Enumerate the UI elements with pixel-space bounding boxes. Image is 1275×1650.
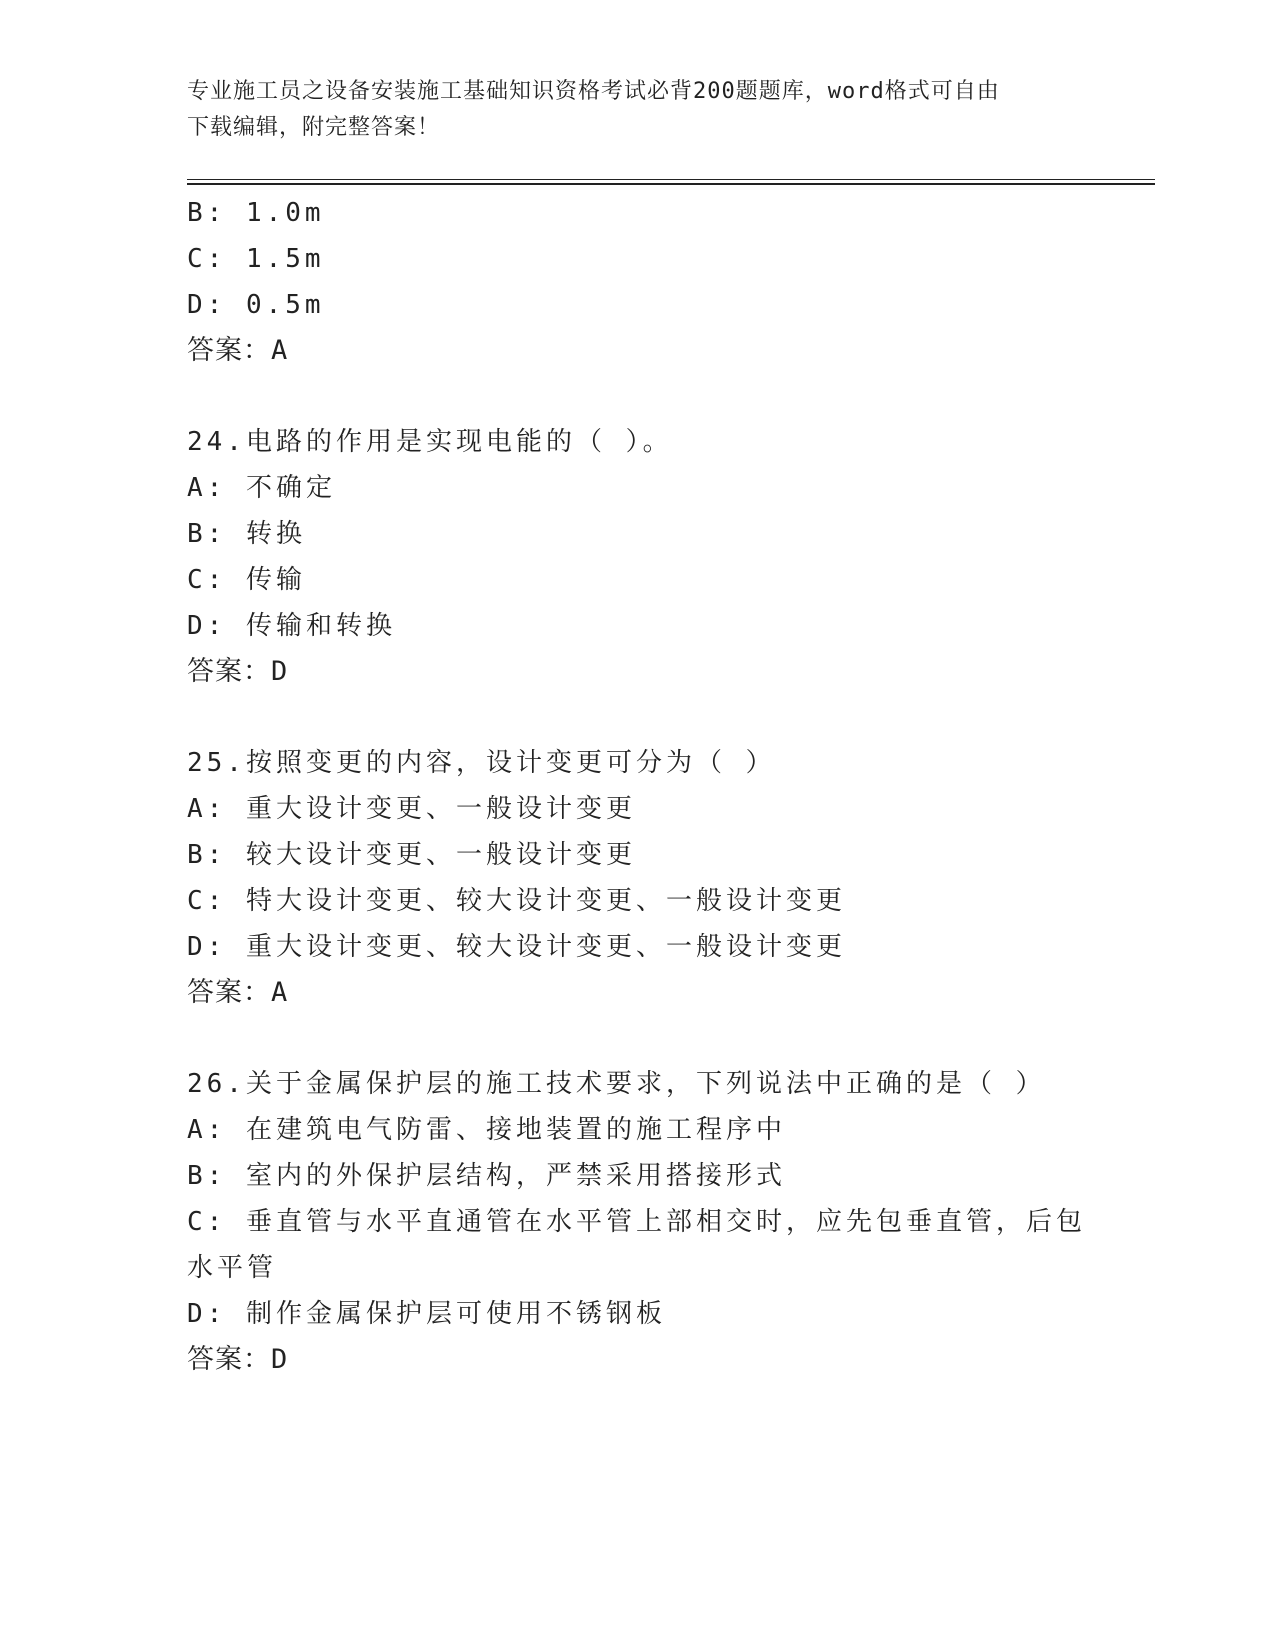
question-stem: 24.电路的作用是实现电能的（ ）。 bbox=[187, 427, 673, 457]
answer: 答案：A bbox=[187, 335, 289, 366]
option-c: C: 特大设计变更、较大设计变更、一般设计变更 bbox=[187, 886, 846, 916]
option-a: A: 不确定 bbox=[187, 473, 336, 503]
document-body bbox=[187, 190, 1087, 1383]
option-c: C: 传输 bbox=[187, 565, 306, 595]
question-stem: 26.关于金属保护层的施工技术要求，下列说法中正确的是（ ） bbox=[187, 1069, 1046, 1099]
option-c: C: 垂直管与水平直通管在水平管上部相交时，应先包垂直管，后包水平管 bbox=[187, 1207, 1086, 1283]
header-divider bbox=[187, 179, 1155, 180]
question-24 bbox=[187, 419, 1087, 695]
question-stem: 25.按照变更的内容，设计变更可分为（ ） bbox=[187, 748, 776, 778]
answer: 答案：A bbox=[187, 977, 289, 1008]
answer: 答案：D bbox=[187, 656, 289, 687]
document-header bbox=[187, 74, 1087, 146]
option-b: B: 1.0m bbox=[187, 198, 325, 228]
header-line-1: 专业施工员之设备安装施工基础知识资格考试必背200题题库，word格式可自由 bbox=[187, 79, 1000, 104]
option-d: D: 0.5m bbox=[187, 290, 325, 320]
option-d: D: 重大设计变更、较大设计变更、一般设计变更 bbox=[187, 932, 846, 962]
question-25 bbox=[187, 740, 1087, 1016]
option-a: A: 重大设计变更、一般设计变更 bbox=[187, 794, 636, 824]
question-23-continued bbox=[187, 190, 1087, 374]
option-c: C: 1.5m bbox=[187, 244, 325, 274]
question-26 bbox=[187, 1061, 1087, 1383]
option-b: B: 室内的外保护层结构，严禁采用搭接形式 bbox=[187, 1161, 786, 1191]
header-line-2: 下载编辑，附完整答案！ bbox=[187, 115, 441, 140]
option-b: B: 转换 bbox=[187, 519, 306, 549]
header-divider-thick bbox=[187, 183, 1155, 185]
option-b: B: 较大设计变更、一般设计变更 bbox=[187, 840, 636, 870]
option-a: A: 在建筑电气防雷、接地装置的施工程序中 bbox=[187, 1115, 786, 1145]
option-d: D: 传输和转换 bbox=[187, 611, 396, 641]
answer: 答案：D bbox=[187, 1344, 289, 1375]
option-d: D: 制作金属保护层可使用不锈钢板 bbox=[187, 1299, 666, 1329]
